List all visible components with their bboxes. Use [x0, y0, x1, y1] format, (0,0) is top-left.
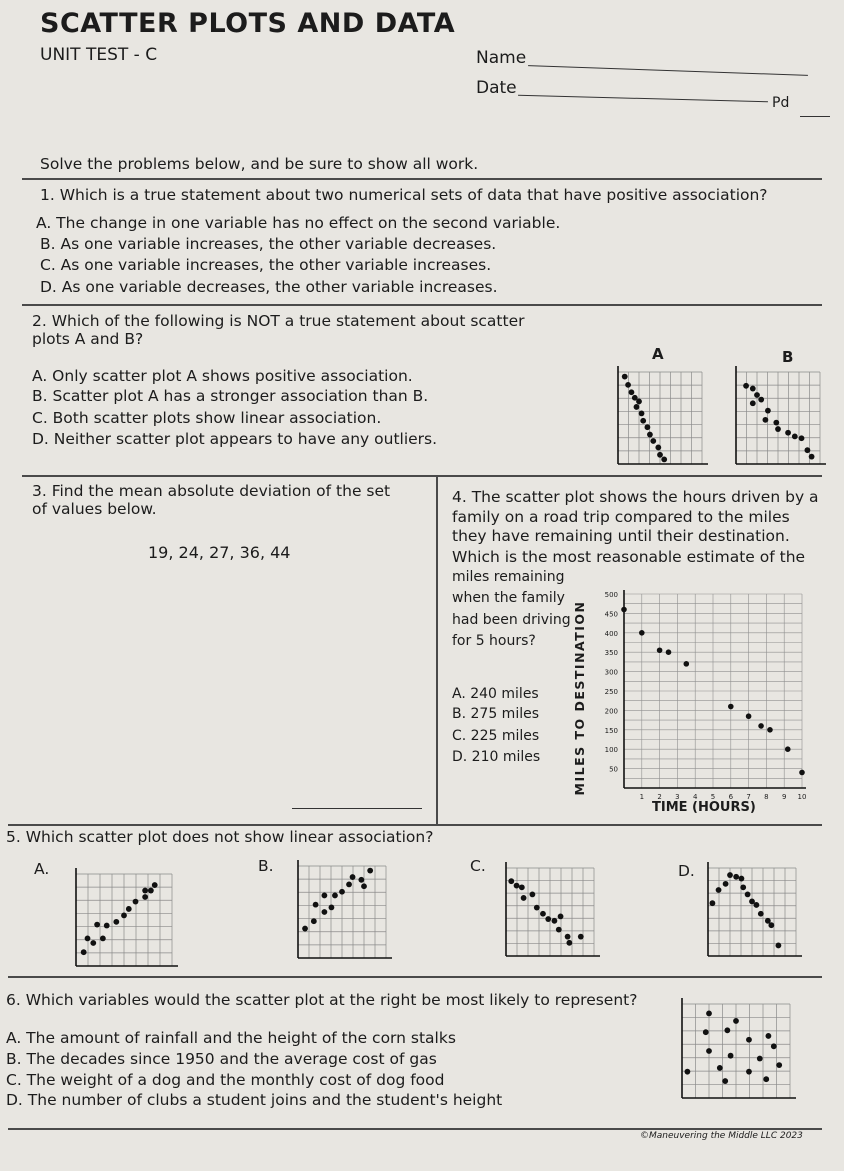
data-point [639, 630, 645, 636]
data-point [717, 1065, 723, 1071]
q4-option-a[interactable]: A. 240 miles [452, 686, 539, 702]
data-point [728, 704, 734, 710]
q1-option-a[interactable]: A. The change in one variable has no effect on the second variable. [36, 214, 561, 232]
divider [22, 475, 822, 477]
data-point [703, 1029, 709, 1035]
q6-text: 6. Which variables would the scatter plot at the right be most likely to represent? [6, 991, 638, 1009]
q4-option-c[interactable]: C. 225 miles [452, 728, 540, 744]
data-point [640, 418, 646, 424]
data-point [754, 902, 760, 908]
data-point [558, 914, 564, 920]
data-point [758, 397, 764, 403]
y-tick-label: 350 [604, 649, 618, 658]
y-tick-label: 500 [604, 591, 618, 599]
y-tick-label: 150 [604, 726, 618, 735]
data-point [339, 889, 345, 895]
q2-scatter-plot-b [730, 366, 826, 470]
data-point [100, 936, 106, 942]
name-blank[interactable] [528, 65, 808, 76]
data-point [90, 940, 96, 946]
data-point [133, 899, 139, 905]
data-point [750, 400, 756, 406]
data-point [540, 911, 546, 917]
data-point [625, 382, 631, 388]
data-point [81, 949, 87, 955]
data-points [685, 1011, 783, 1084]
divider [22, 178, 822, 180]
data-point [775, 426, 781, 432]
chart-grid [624, 594, 802, 788]
q2-plot-b-label: B [782, 348, 794, 366]
grid [708, 862, 802, 956]
grid [736, 366, 826, 464]
q4-side-line3: had been driving [452, 612, 571, 628]
divider [8, 976, 822, 978]
data-point [776, 943, 782, 949]
period-blank[interactable] [800, 116, 830, 117]
data-point [636, 399, 642, 405]
worksheet-title: SCATTER PLOTS AND DATA [40, 8, 456, 39]
data-point [785, 430, 791, 436]
data-point [142, 894, 148, 900]
data-point [758, 911, 764, 917]
data-point [773, 420, 779, 426]
data-point [710, 900, 716, 906]
data-point [126, 906, 132, 912]
q4-side-line2: when the family [452, 590, 565, 606]
data-point [302, 926, 308, 932]
data-point [758, 723, 764, 729]
q4-text-line3: they have remaining until their destination. [452, 527, 790, 545]
data-point [639, 411, 645, 417]
data-point [313, 902, 319, 908]
divider [22, 304, 822, 306]
q1-option-b[interactable]: B. As one variable increases, the other variable decreases. [40, 235, 497, 253]
q4-side-line4: for 5 hours? [452, 633, 536, 649]
data-point [332, 893, 338, 899]
data-point [723, 881, 729, 887]
copyright: ©Maneuvering the Middle LLC 2023 [640, 1131, 803, 1141]
data-point [514, 883, 520, 889]
y-tick-label: 100 [604, 746, 618, 755]
data-points [743, 383, 814, 460]
y-tick-label: 250 [604, 688, 618, 696]
q3-values: 19, 24, 27, 36, 44 [148, 543, 291, 562]
data-point [743, 383, 749, 389]
q4-option-b[interactable]: B. 275 miles [452, 706, 540, 722]
data-point [750, 386, 756, 392]
period-label: Pd [772, 95, 790, 111]
data-point [766, 1033, 772, 1039]
q2-scatter-plot-a [612, 366, 708, 470]
data-point [763, 417, 769, 423]
q6-option-c[interactable]: C. The weight of a dog and the monthly cost of dog food [6, 1071, 445, 1089]
y-tick-label: 50 [609, 765, 618, 774]
data-point [655, 445, 661, 451]
data-point [728, 1053, 734, 1059]
data-points [508, 878, 583, 945]
data-point [722, 1078, 728, 1084]
data-point [647, 432, 653, 438]
date-label: Date [476, 78, 517, 98]
data-point [657, 647, 663, 653]
divider [8, 1128, 822, 1130]
q4-text-line1: 4. The scatter plot shows the hours driven by a [452, 488, 819, 506]
data-point [684, 661, 690, 667]
name-label: Name [476, 48, 527, 68]
data-point [566, 940, 572, 946]
data-point [329, 905, 335, 911]
q1-option-d[interactable]: D. As one variable decreases, the other variable increases. [40, 278, 498, 296]
data-point [545, 916, 551, 922]
data-point [716, 887, 722, 893]
grid [298, 860, 392, 958]
data-point [622, 374, 628, 380]
data-point [519, 884, 525, 890]
grid [506, 862, 600, 956]
x-axis-label: TIME (HOURS) [652, 800, 756, 815]
data-point [346, 882, 352, 888]
data-point [361, 883, 367, 889]
q2-plot-a-label: A [652, 345, 664, 363]
data-point [530, 892, 536, 898]
q5-label-a[interactable]: A. [34, 860, 50, 878]
q5-label-b[interactable]: B. [258, 857, 274, 875]
data-points [710, 872, 782, 948]
data-point [805, 447, 811, 453]
q5-text: 5. Which scatter plot does not show linear association? [6, 828, 434, 846]
x-tick-label: 8 [764, 793, 769, 801]
q5-plot-a [70, 868, 178, 972]
grid [682, 998, 796, 1098]
data-point [94, 922, 100, 928]
q2-option-a[interactable]: A. Only scatter plot A shows positive association. [32, 367, 413, 385]
q5-plot-d [702, 862, 802, 962]
q2-option-d[interactable]: D. Neither scatter plot appears to have any outliers. [32, 430, 438, 448]
data-point [85, 936, 91, 942]
data-point [578, 934, 584, 940]
q6-option-d[interactable]: D. The number of clubs a student joins and the student's height [6, 1091, 503, 1109]
q3-text-line1: 3. Find the mean absolute deviation of the set [32, 482, 391, 500]
data-point [767, 727, 773, 733]
q3-text-line2: of values below. [32, 500, 157, 518]
grid [76, 868, 178, 966]
data-point [322, 909, 328, 915]
q5-label-d[interactable]: D. [678, 862, 695, 880]
q2-text-line1: 2. Which of the following is NOT a true statement about scatter [32, 312, 525, 330]
q4-text-line2: family on a road trip compared to the miles [452, 508, 790, 526]
data-point [733, 1018, 739, 1024]
data-point [739, 876, 745, 882]
data-point [768, 922, 774, 928]
data-point [727, 872, 733, 878]
y-tick-label: 450 [604, 610, 618, 619]
data-point [650, 438, 656, 444]
data-point [757, 1056, 763, 1062]
vertical-divider [436, 476, 438, 824]
data-point [534, 905, 540, 911]
data-point [634, 404, 640, 410]
grid [618, 366, 708, 464]
data-point [740, 884, 746, 890]
q1-option-c[interactable]: C. As one variable increases, the other variable increases. [40, 256, 492, 274]
data-point [809, 454, 815, 460]
q4-scatter-chart [570, 580, 810, 810]
data-point [706, 1048, 712, 1054]
q6-scatter-plot [676, 998, 796, 1104]
data-point [565, 934, 571, 940]
data-point [746, 1069, 752, 1075]
data-point [706, 1011, 712, 1017]
q2-option-c[interactable]: C. Both scatter plots show linear association. [32, 409, 382, 427]
data-point [350, 874, 356, 880]
data-point [121, 913, 127, 919]
x-tick-label: 2 [657, 793, 662, 801]
x-tick-label: 9 [781, 793, 787, 801]
data-point [733, 874, 739, 880]
data-point [776, 1062, 782, 1068]
x-tick-label: 10 [797, 793, 807, 801]
data-point [629, 389, 635, 395]
x-tick-label: 5 [710, 793, 716, 801]
y-tick-labels [605, 591, 618, 774]
data-point [367, 868, 373, 874]
data-point [724, 1027, 730, 1033]
data-point [666, 649, 672, 655]
data-point [657, 452, 663, 458]
data-point [148, 888, 154, 894]
data-point [152, 882, 158, 888]
data-point [685, 1069, 691, 1075]
q5-label-c[interactable]: C. [470, 857, 486, 875]
data-points [81, 882, 158, 955]
data-point [142, 888, 148, 894]
y-tick-label: 200 [604, 707, 618, 716]
q5-plot-b [292, 860, 392, 964]
data-point [746, 1037, 752, 1043]
q3-answer-blank[interactable] [292, 808, 422, 809]
date-blank[interactable] [518, 95, 768, 103]
q4-side-line1: miles remaining [452, 569, 565, 585]
y-tick-label: 300 [604, 668, 618, 677]
x-tick-label: 7 [746, 793, 751, 801]
data-point [763, 1076, 769, 1082]
q4-option-d[interactable]: D. 210 miles [452, 749, 541, 765]
x-tick-label: 1 [639, 793, 645, 801]
q6-option-b[interactable]: B. The decades since 1950 and the average cost of gas [6, 1050, 437, 1068]
y-axis-label: MILES TO DESTINATION [572, 600, 587, 796]
data-point [746, 713, 752, 719]
data-point [104, 923, 110, 929]
y-tick-label: 400 [604, 629, 618, 638]
data-point [661, 457, 667, 463]
x-tick-label: 3 [675, 793, 680, 801]
data-point [785, 746, 791, 752]
data-point [311, 918, 317, 924]
data-point [521, 895, 527, 901]
data-point [645, 424, 651, 430]
x-tick-label: 6 [728, 793, 734, 801]
data-point [113, 919, 119, 925]
q2-option-b[interactable]: B. Scatter plot A has a stronger association than B. [32, 387, 429, 405]
q2-text-line2: plots A and B? [32, 330, 144, 348]
data-points [302, 868, 373, 932]
data-point [556, 927, 562, 933]
data-point [621, 607, 627, 613]
data-point [754, 392, 760, 398]
instructions: Solve the problems below, and be sure to show all work. [40, 155, 479, 173]
data-point [799, 435, 805, 441]
x-tick-label: 4 [692, 793, 698, 801]
data-point [799, 770, 805, 776]
data-point [322, 893, 328, 899]
q6-option-a[interactable]: A. The amount of rainfall and the height of the corn stalks [6, 1029, 456, 1047]
data-point [745, 892, 751, 898]
q1-text: 1. Which is a true statement about two numerical sets of data that have positive association? [40, 186, 768, 204]
divider [8, 824, 822, 826]
q4-text-line4: Which is the most reasonable estimate of the [452, 548, 806, 566]
chart-axes [624, 590, 806, 788]
data-point [765, 408, 771, 414]
q5-plot-c [500, 862, 600, 962]
data-point [552, 918, 558, 924]
data-point [358, 877, 364, 883]
worksheet-subtitle: UNIT TEST - C [40, 45, 158, 65]
data-point [792, 434, 798, 440]
data-point [508, 878, 514, 884]
data-point [771, 1043, 777, 1049]
